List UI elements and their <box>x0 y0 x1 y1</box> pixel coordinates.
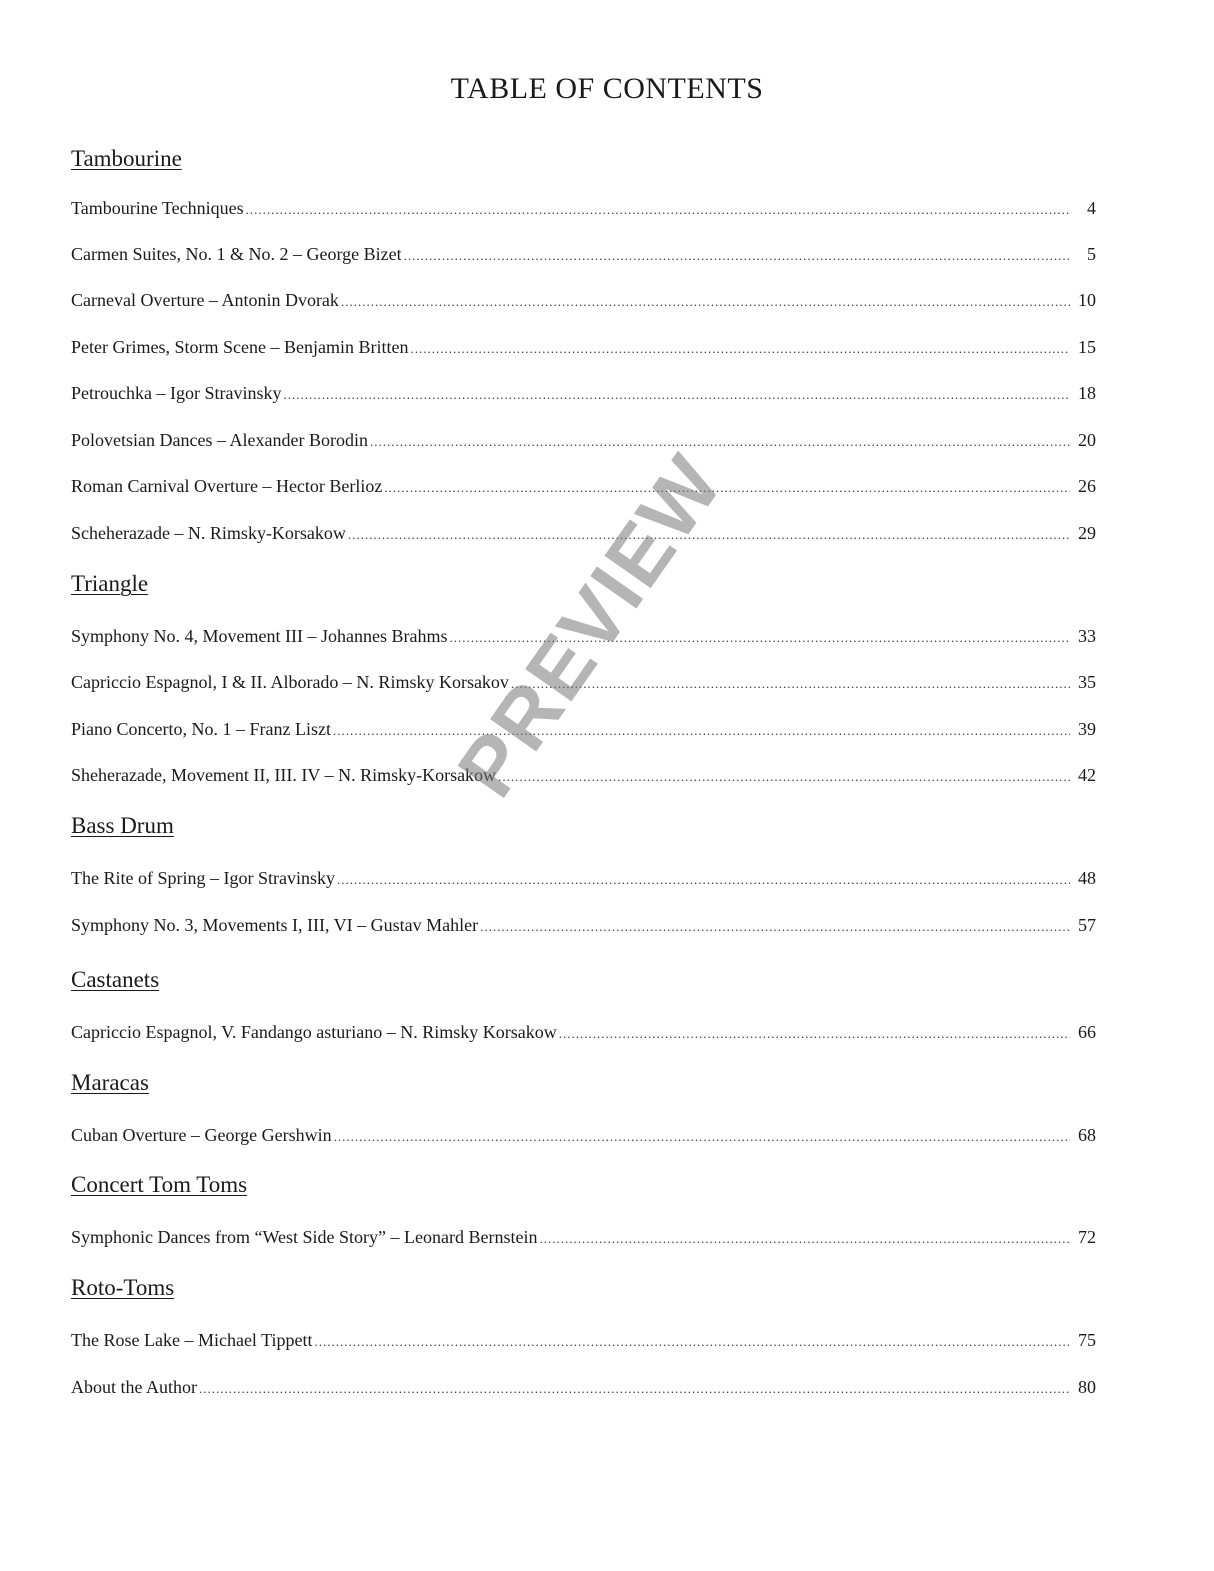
toc-entry[interactable] <box>71 430 1096 456</box>
section-heading-maracas: Maracas <box>71 1070 149 1095</box>
toc-entry[interactable] <box>71 1330 1096 1356</box>
section-heading-tambourine: Tambourine <box>71 146 182 171</box>
section-heading-triangle: Triangle <box>71 571 149 596</box>
dot-leader <box>559 1026 1070 1042</box>
toc-entry-page: 18 <box>1078 383 1096 403</box>
section-heading-castanets: Castanets <box>71 967 160 992</box>
dot-leader <box>370 434 1070 450</box>
toc-entry-page: 75 <box>1078 1330 1096 1350</box>
toc-entry-title: About the Author <box>71 1377 197 1397</box>
toc-entry[interactable] <box>71 523 1096 549</box>
dot-leader <box>199 1381 1070 1397</box>
toc-entry[interactable] <box>71 626 1096 652</box>
toc-entry-page: 48 <box>1078 868 1096 888</box>
page-title: TABLE OF CONTENTS <box>450 72 764 105</box>
dot-leader <box>480 919 1070 935</box>
toc-entry-title: Symphonic Dances from “West Side Story” – Leonard Bernstein <box>71 1227 538 1247</box>
toc-entry-page: 4 <box>1087 198 1096 218</box>
dot-leader <box>498 769 1070 785</box>
dot-leader <box>384 480 1070 496</box>
dot-leader <box>246 202 1070 218</box>
toc-entry-title: Peter Grimes, Storm Scene – Benjamin Britten <box>71 337 409 357</box>
dot-leader <box>334 1129 1070 1145</box>
toc-entry-page: 57 <box>1078 915 1096 935</box>
toc-entry[interactable] <box>71 1377 1096 1403</box>
toc-entry[interactable] <box>71 868 1096 894</box>
toc-entry-title: The Rite of Spring – Igor Stravinsky <box>71 868 335 888</box>
toc-entry[interactable] <box>71 244 1096 270</box>
dot-leader <box>410 341 1070 357</box>
toc-entry[interactable] <box>71 765 1096 791</box>
toc-entry[interactable] <box>71 672 1096 698</box>
dot-leader <box>511 676 1070 692</box>
toc-entry[interactable] <box>71 719 1096 745</box>
preview-watermark: PREVIEW <box>440 439 741 813</box>
toc-entry-page: 33 <box>1078 626 1096 646</box>
dot-leader <box>449 630 1070 646</box>
toc-entry-page: 66 <box>1078 1022 1096 1042</box>
dot-leader <box>348 527 1070 543</box>
dot-leader <box>539 1231 1070 1247</box>
section-heading-roto-toms: Roto-Toms <box>71 1275 175 1300</box>
dot-leader <box>333 723 1070 739</box>
section-heading-concert-tom-toms: Concert Tom Toms <box>71 1172 248 1197</box>
toc-entry[interactable] <box>71 1022 1096 1048</box>
toc-entry-title: Scheherazade – N. Rimsky-Korsakow <box>71 523 346 543</box>
toc-entry-title: Carneval Overture – Antonin Dvorak <box>71 290 339 310</box>
toc-entry-title: Roman Carnival Overture – Hector Berlioz <box>71 476 383 496</box>
toc-entry-page: 39 <box>1078 719 1096 739</box>
toc-entry-title: Capriccio Espagnol, V. Fandango asturiano – N. Rimsky Korsakow <box>71 1022 557 1042</box>
toc-entry-title: The Rose Lake – Michael Tippett <box>71 1330 313 1350</box>
toc-entry[interactable] <box>71 1125 1096 1151</box>
toc-entry[interactable] <box>71 337 1096 363</box>
dot-leader <box>404 248 1070 264</box>
toc-entry-page: 26 <box>1078 476 1096 496</box>
section-heading-bass-drum: Bass Drum <box>71 813 174 838</box>
toc-entry[interactable] <box>71 290 1096 316</box>
toc-entry-page: 68 <box>1078 1125 1096 1145</box>
toc-entry-page: 20 <box>1078 430 1096 450</box>
toc-entry-title: Petrouchka – Igor Stravinsky <box>71 383 282 403</box>
toc-entry-title: Symphony No. 4, Movement III – Johannes Brahms <box>71 626 448 646</box>
toc-entry-title: Sheherazade, Movement II, III. IV – N. Rimsky-Korsakow <box>71 765 497 785</box>
toc-entry[interactable] <box>71 198 1096 224</box>
dot-leader <box>314 1334 1070 1350</box>
toc-entry-title: Carmen Suites, No. 1 & No. 2 – George Bizet <box>71 244 402 264</box>
dot-leader <box>283 387 1070 403</box>
toc-entry-page: 35 <box>1078 672 1096 692</box>
toc-entry[interactable] <box>71 476 1096 502</box>
toc-entry-title: Polovetsian Dances – Alexander Borodin <box>71 430 368 450</box>
toc-entry-title: Piano Concerto, No. 1 – Franz Liszt <box>71 719 331 739</box>
toc-entry-page: 5 <box>1087 244 1096 264</box>
toc-entry-title: Capriccio Espagnol, I & II. Alborado – N. Rimsky Korsakov <box>71 672 509 692</box>
toc-entry-page: 42 <box>1078 765 1096 785</box>
toc-entry-page: 72 <box>1078 1227 1096 1247</box>
toc-entry[interactable] <box>71 383 1096 409</box>
toc-entry-page: 80 <box>1078 1377 1096 1397</box>
toc-entry-title: Tambourine Techniques <box>71 198 244 218</box>
toc-entry-page: 15 <box>1078 337 1096 357</box>
dot-leader <box>337 872 1070 888</box>
toc-entry[interactable] <box>71 915 1096 941</box>
toc-entry-title: Symphony No. 3, Movements I, III, VI – Gustav Mahler <box>71 915 479 935</box>
dot-leader <box>341 294 1070 310</box>
toc-entry[interactable] <box>71 1227 1096 1253</box>
toc-entry-page: 29 <box>1078 523 1096 543</box>
toc-entry-title: Cuban Overture – George Gershwin <box>71 1125 332 1145</box>
toc-entry-page: 10 <box>1078 290 1096 310</box>
